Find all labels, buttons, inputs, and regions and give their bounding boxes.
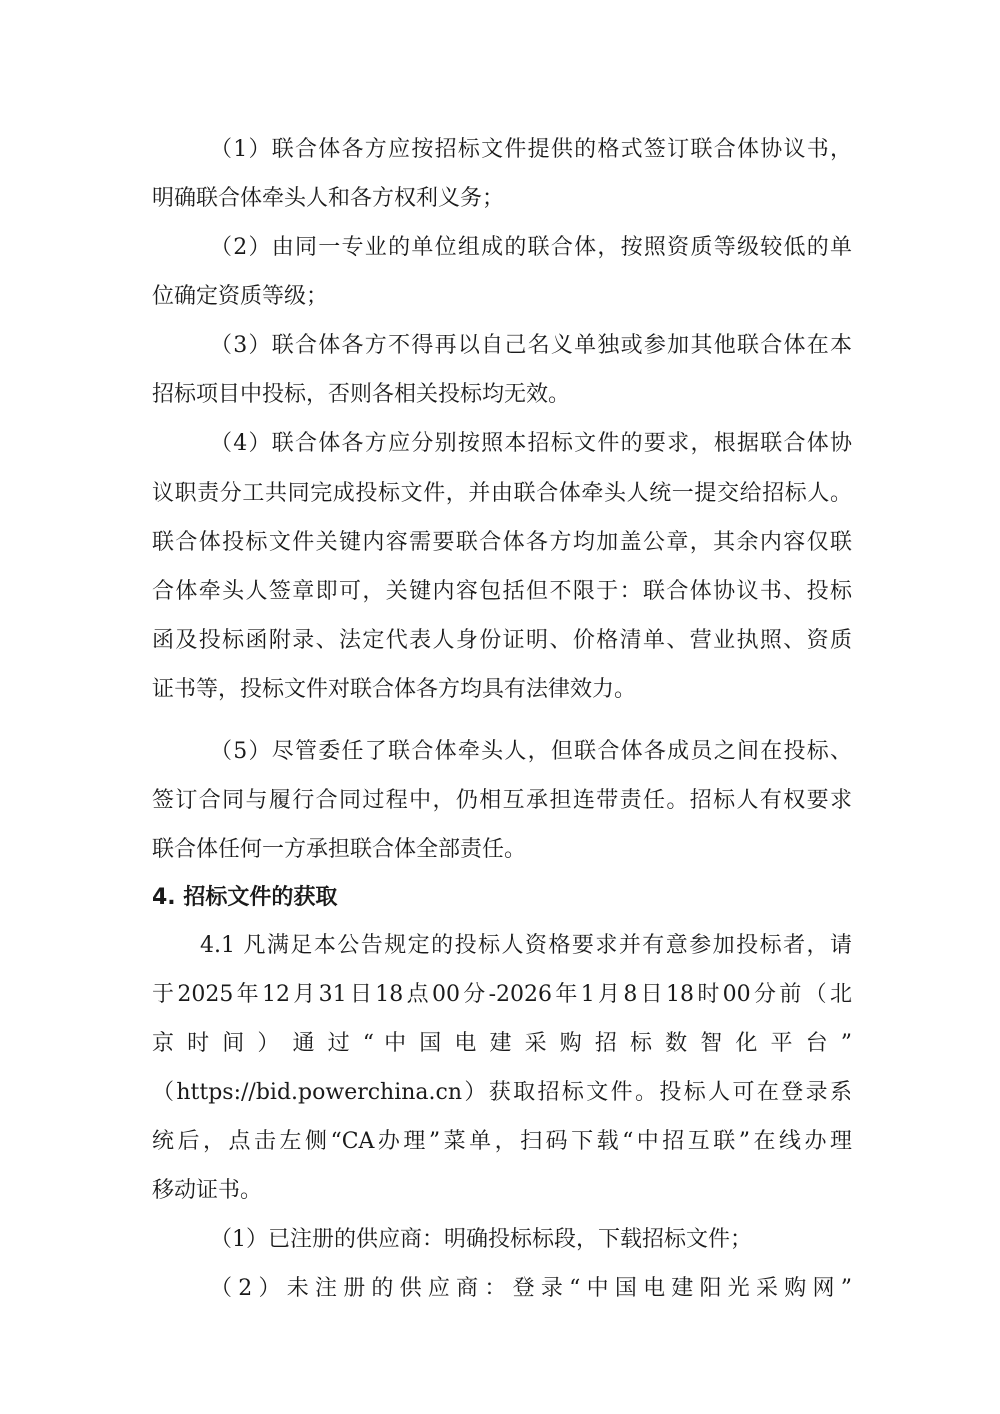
para-4-line-4: 合体牵头人签章即可，关键内容包括但不限于：联合体协议书、投标 [152,579,852,604]
para-1-line-1: （1）联合体各方应按招标文件提供的格式签订联合体协议书， [210,137,852,162]
para-3-line-2: 招标项目中投标，否则各相关投标均无效。 [152,382,571,407]
para-4-line-2: 议职责分工共同完成投标文件，并由联合体牵头人统一提交给招标人。 [152,481,852,506]
para-5-line-3: 联合体任何一方承担联合体全部责任。 [152,837,527,862]
para-2-line-1: （2）由同一专业的单位组成的联合体，按照资质等级较低的单 [210,235,852,260]
para-6-line-6: 移动证书。 [152,1178,263,1203]
para-6-line-1: 4.1 凡满足本公告规定的投标人资格要求并有意参加投标者，请 [200,933,852,958]
para-5-line-2: 签订合同与履行合同过程中，仍相互承担连带责任。招标人有权要求 [152,788,852,813]
para-4-line-1: （4）联合体各方应分别按照本招标文件的要求，根据联合体协 [210,431,852,456]
list-item-1: （1）已注册的供应商：明确投标标段，下载招标文件； [210,1227,752,1252]
para-6-line-5: 统后，点击左侧“CA办理”菜单，扫码下载“中招互联”在线办理 [152,1129,852,1154]
para-4-line-3: 联合体投标文件关键内容需要联合体各方均加盖公章，其余内容仅联 [152,530,852,555]
para-3-line-1: （3）联合体各方不得再以自己名义单独或参加其他联合体在本 [210,333,852,358]
para-6-line-3: 京 时 间 ） 通 过 “ 中 国 电 建 采 购 招 标 数 智 化 平 台 ” [152,1031,852,1056]
para-4-line-6: 证书等，投标文件对联合体各方均具有法律效力。 [152,677,637,702]
para-6-line-2: 于2025年12月31日18点00分-2026年1月8日18时00分前（北 [152,982,852,1007]
para-5-line-1: （5）尽管委任了联合体牵头人，但联合体各成员之间在投标、 [210,739,852,764]
section-heading: 4. 招标文件的获取 [152,885,338,910]
para-6-line-4: （https://bid.powerchina.cn）获取招标文件。投标人可在登录系 [152,1080,852,1105]
para-1-line-2: 明确联合体牵头人和各方权利义务； [152,186,505,211]
para-4-line-5: 函及投标函附录、法定代表人身份证明、价格清单、营业执照、资质 [152,628,852,653]
list-item-2: （2）未注册的供应商：登录“中国电建阳光采购网” [210,1276,852,1301]
para-2-line-2: 位确定资质等级； [152,284,329,309]
